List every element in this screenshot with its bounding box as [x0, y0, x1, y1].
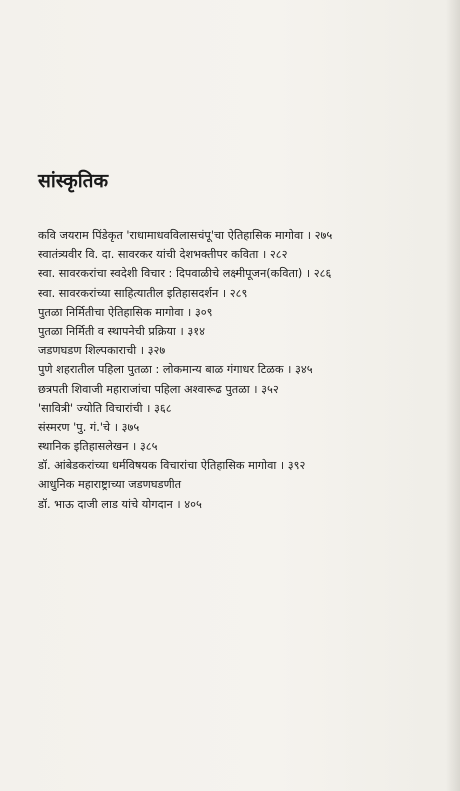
toc-entry: 'सावित्री' ज्योति विचारांची । ३६८	[38, 401, 172, 415]
toc-entry: पुतळा निर्मितीचा ऐतिहासिक मागोवा । ३०९	[38, 305, 213, 319]
toc-entry: स्वा. सावरकरांच्या साहित्यातील इतिहासदर्शन । २८९	[38, 286, 248, 300]
toc-entry: डॉ. आंबेडकरांच्या धर्मविषयक विचारांचा ऐतिहासिक मागोवा । ३९२	[38, 459, 306, 473]
toc-entry: आधुनिक महाराष्ट्राच्या जडणघडणीत	[38, 478, 182, 492]
toc-entry: छत्रपती शिवाजी महाराजांचा पहिला अश्वारूढ पुतळा । ३५२	[38, 382, 279, 396]
toc-entry: जडणघडण शिल्पकाराची । ३२७	[38, 344, 166, 358]
table-of-contents	[38, 226, 456, 514]
toc-entry: डॉ. भाऊ दाजी लाड यांचे योगदान । ४०५	[38, 497, 202, 511]
toc-entry: स्वा. सावरकरांचा स्वदेशी विचार : दिपवाळीचे लक्ष्मीपूजन(कविता) । २८६	[38, 267, 332, 281]
toc-entry: स्वातंत्र्यवीर वि. दा. सावरकर यांची देशभक्तीपर कविता । २८२	[38, 248, 288, 262]
toc-entry: स्थानिक इतिहासलेखन । ३८५	[38, 440, 158, 454]
toc-entry: पुणे शहरातील पहिला पुतळा : लोकमान्य बाळ गंगाधर टिळक । ३४५	[38, 363, 313, 377]
section-title: सांस्कृतिक	[38, 170, 109, 192]
toc-entry: कवि जयराम पिंडेकृत 'राधामाधवविलासचंपू'चा ऐतिहासिक मागोवा । २७५	[38, 229, 333, 242]
toc-entry: पुतळा निर्मिती व स्थापनेची प्रक्रिया । ३१४	[38, 324, 205, 338]
toc-entry: संस्मरण 'पु. गं.'चे । ३७५	[38, 420, 140, 434]
